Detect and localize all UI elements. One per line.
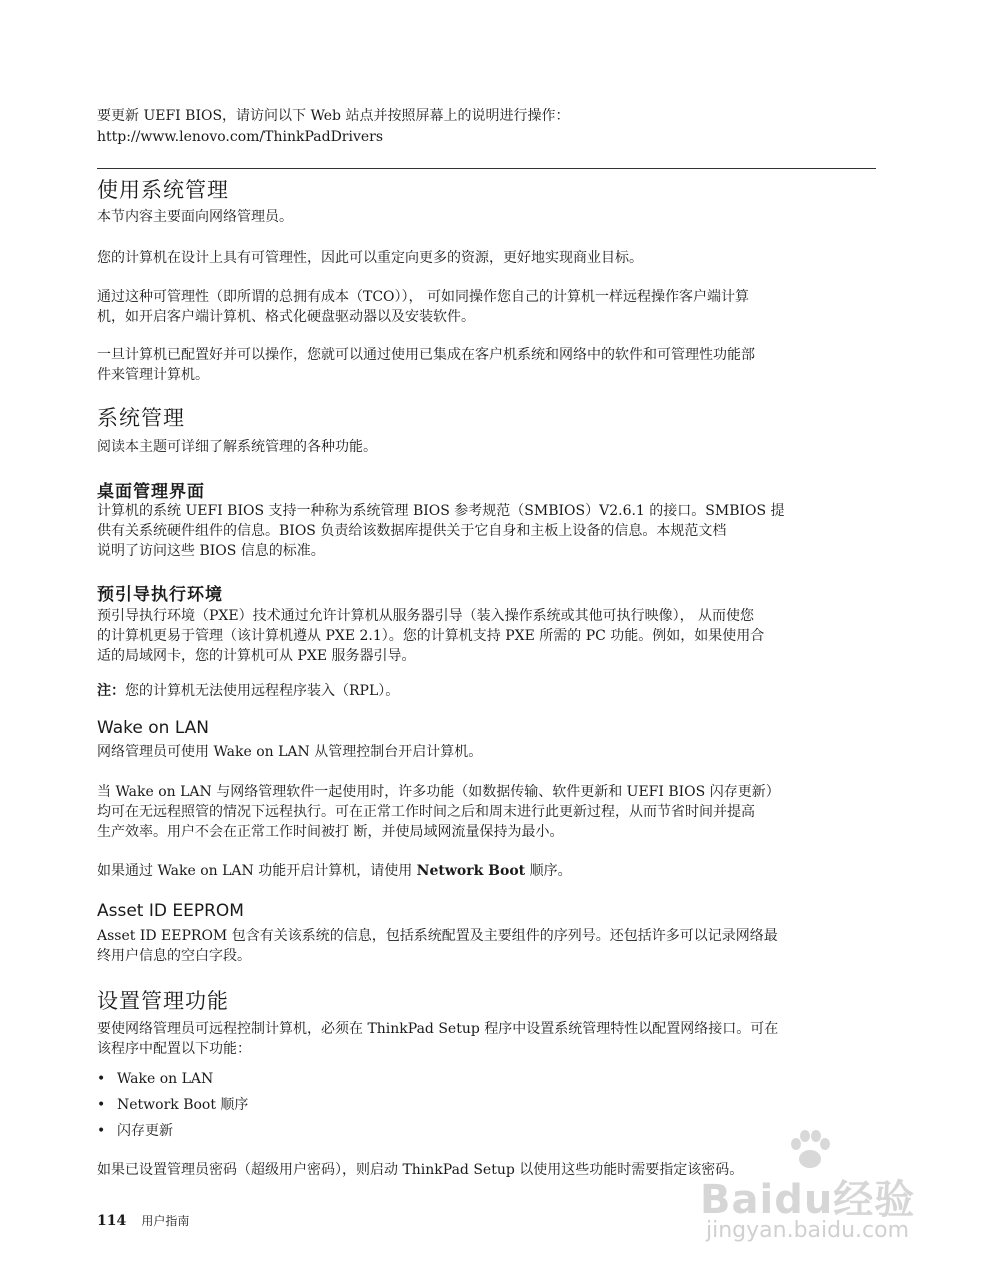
paragraph-system-management-intro: 阅读本主题可详细了解系统管理的各种功能。 (97, 439, 377, 455)
network-boot-post: 顺序。 (525, 863, 572, 879)
paragraph-tco-line2: 机，如开启客户端计算机、格式化硬盘驱动器以及安装软件。 (97, 309, 475, 325)
list-item: • (97, 1123, 106, 1139)
paragraph-supervisor-password: 如果已设置管理员密码（超级用户密码），则启动 ThinkPad Setup 以使用这些功能时需要指定该密码。 (97, 1162, 744, 1178)
paragraph-configured-line1: 一旦计算机已配置好并可以操作，您就可以通过使用已集成在客户机系统和网络中的软件和可管理性功能部 (97, 347, 755, 363)
note-label: 注： (97, 683, 125, 699)
heading-desktop-management-interface: 桌面管理界面 (97, 482, 205, 502)
page-number: 114 (97, 1213, 127, 1229)
network-boot-term: Network Boot (416, 863, 526, 879)
list-item: • (97, 1097, 106, 1113)
network-boot-pre: 如果通过 Wake on LAN 功能开启计算机，请使用 (97, 863, 417, 879)
heading-setup-management-features: 设置管理功能 (97, 989, 229, 1013)
paragraph-wol-line2: 均可在无远程照管的情况下远程执行。可在正常工作时间之后和周末进行此更新过程，从而节省时间并提高 (97, 804, 755, 820)
paragraph-pxe-line3: 适的局域网卡，您的计算机可从 PXE 服务器引导。 (97, 648, 416, 664)
watermark-brand: Baidu经验 (700, 1177, 916, 1223)
lenovo-drivers-url: http://www.lenovo.com/ThinkPadDrivers (97, 129, 384, 145)
list-item-text: Network Boot 顺序 (117, 1097, 249, 1113)
paragraph-network-boot (97, 861, 572, 881)
paragraph-pxe-line1: 预引导执行环境（PXE）技术通过允许计算机从服务器引导（装入操作系统或其他可执行映像）， 从而使您 (97, 608, 755, 624)
watermark-url: jingyan.baidu.com (706, 1218, 910, 1243)
page-footer (97, 1210, 189, 1229)
bios-update-instruction: 要更新 UEFI BIOS，请访问以下 Web 站点并按照屏幕上的说明进行操作： (97, 108, 570, 124)
baidu-watermark (700, 1130, 930, 1260)
paragraph-audience: 本节内容主要面向网络管理员。 (97, 209, 293, 225)
paragraph-wol-line3: 生产效率。用户不会在正常工作时间被打 断，并使局域网流量保持为最小。 (97, 824, 564, 840)
note-text: 您的计算机无法使用远程程序装入（RPL）。 (125, 683, 400, 699)
paragraph-dmi-line2: 供有关系统硬件组件的信息。BIOS 负责给该数据库提供关于它自身和主板上设备的信息。本规范文档 (97, 523, 727, 539)
paragraph-asset-line1: Asset ID EEPROM 包含有关该系统的信息，包括系统配置及主要组件的序列号。还包括许多可以记录网络最 (97, 928, 778, 944)
paragraph-wol-line1: 当 Wake on LAN 与网络管理软件一起使用时，许多功能（如数据传输、软件更新和 UEFI BIOS 闪存更新） (97, 784, 780, 800)
heading-system-management: 系统管理 (97, 406, 185, 430)
paragraph-setup-line1: 要使网络管理员可远程控制计算机，必须在 ThinkPad Setup 程序中设置系统管理特性以配置网络接口。可在 (97, 1021, 779, 1037)
paragraph-setup-line2: 该程序中配置以下功能： (97, 1041, 251, 1057)
list-item-text: 闪存更新 (117, 1123, 173, 1139)
guide-title: 用户指南 (141, 1214, 190, 1228)
heading-asset-id-eeprom: Asset ID EEPROM (97, 901, 244, 921)
paragraph-pxe-line2: 的计算机更易于管理（该计算机遵从 PXE 2.1）。您的计算机支持 PXE 所需的 PC 功能。例如，如果使用合 (97, 628, 765, 644)
paw-icon (788, 1130, 832, 1170)
section-divider (97, 168, 876, 169)
list-item: • (97, 1071, 106, 1087)
paragraph-configured-line2: 件来管理计算机。 (97, 367, 209, 383)
paragraph-wol-intro: 网络管理员可使用 Wake on LAN 从管理控制台开启计算机。 (97, 744, 483, 760)
paragraph-dmi-line3: 说明了访问这些 BIOS 信息的标准。 (97, 543, 325, 559)
paragraph-tco-line1: 通过这种可管理性（即所谓的总拥有成本（TCO））， 可如同操作您自己的计算机一样远程操作客户端计算 (97, 289, 749, 305)
paragraph-dmi-line1: 计算机的系统 UEFI BIOS 支持一种称为系统管理 BIOS 参考规范（SMBIOS）V2.6.1 的接口。SMBIOS 提 (97, 503, 785, 519)
heading-wake-on-lan: Wake on LAN (97, 718, 210, 738)
heading-preboot-execution-environment: 预引导执行环境 (97, 585, 223, 605)
list-item-text: Wake on LAN (117, 1071, 214, 1087)
note-rpl (97, 681, 399, 701)
heading-use-system-management: 使用系统管理 (97, 178, 229, 202)
paragraph-manageability: 您的计算机在设计上具有可管理性，因此可以重定向更多的资源，更好地实现商业目标。 (97, 250, 643, 266)
paragraph-asset-line2: 终用户信息的空白字段。 (97, 948, 251, 964)
